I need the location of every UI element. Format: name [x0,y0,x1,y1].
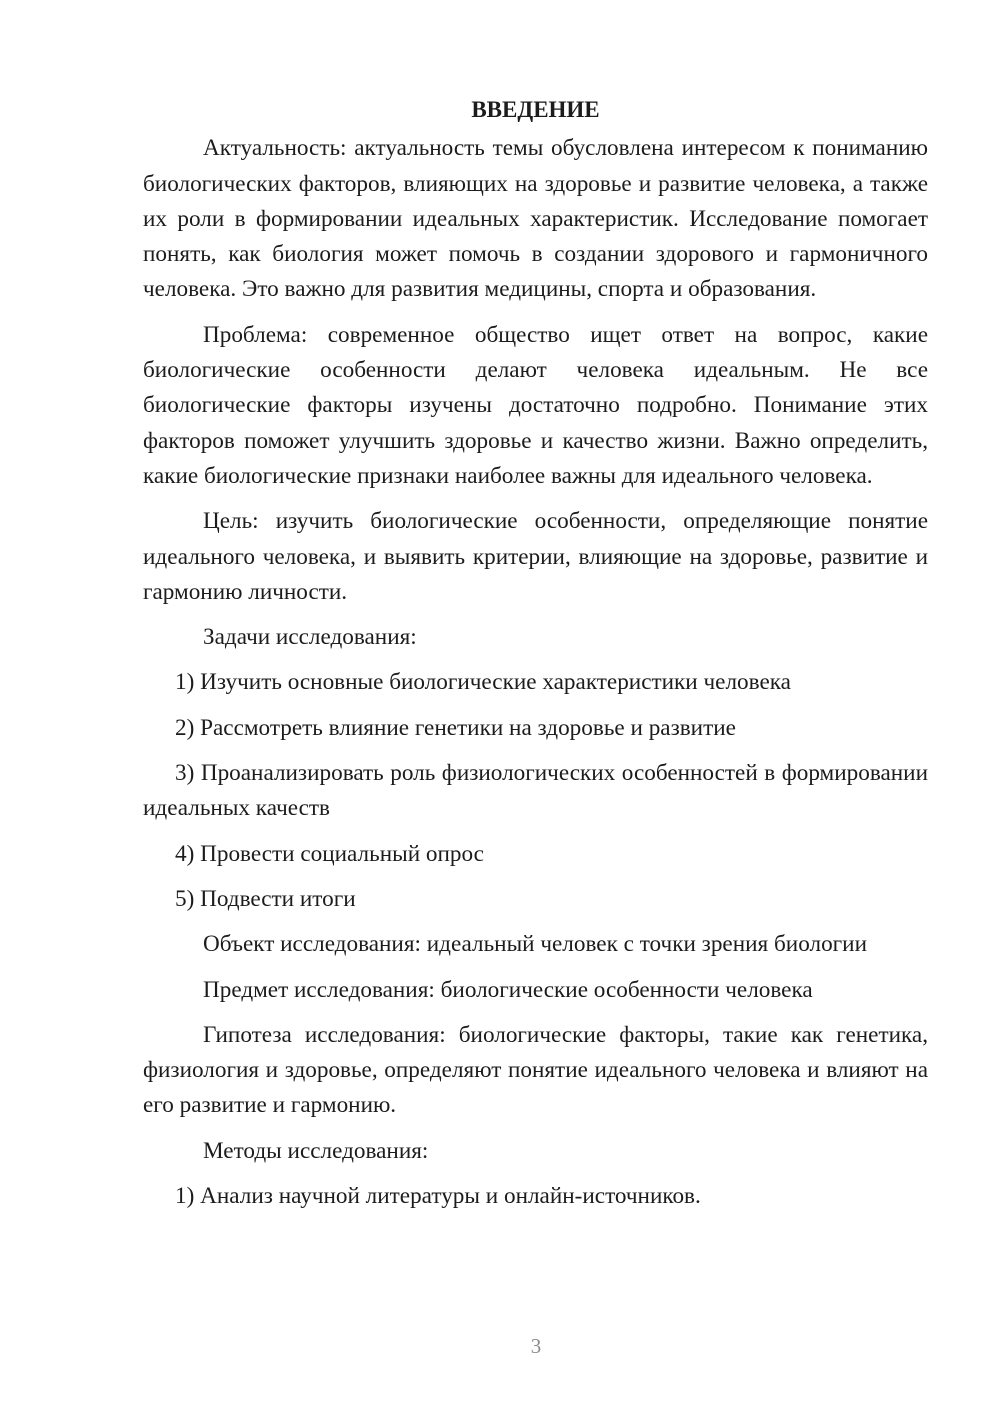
object-paragraph: Объект исследования: идеальный человек с точки зрения биологии [203,931,867,958]
task-item-1: 1) Изучить основные биологические характеристики человека [175,669,791,696]
section-title: ВВЕДЕНИЕ [471,97,600,122]
page-content [143,92,928,1224]
task-item-3: 3) Проанализировать роль физиологических особенностей в формировании идеальных качеств [143,760,928,822]
task-item-5: 5) Подвести итоги [175,885,356,912]
relevance-paragraph: Актуальность: актуальность темы обусловлена интересом к пониманию биологических факторов, влияющих на здоровье и развитие человека, а также их роли в формировании идеальных характеристик. Исследование помогает понять, как биология может помочь в создании здорового и гармоничного человека. Это важно для развития медицины, спорта и образования. [143,135,928,303]
tasks-heading: Задачи исследования: [203,624,417,651]
method-item-1: 1) Анализ научной литературы и онлайн-источников. [175,1183,701,1210]
hypothesis-paragraph: Гипотеза исследования: биологические факторы, такие как генетика, физиология и здоровье, определяют понятие идеального человека и влияют на его развитие и гармонию. [143,1021,928,1119]
page-number: 3 [530,1334,542,1358]
problem-paragraph: Проблема: современное общество ищет ответ на вопрос, какие биологические особенности делают человека идеальным. Не все биологические факторы изучены достаточно подробно. Понимание этих факторов поможет улучшить здоровье и качество жизни. Важно определить, какие биологические признаки наиболее важны для идеального человека. [143,321,928,489]
goal-paragraph: Цель: изучить биологические особенности, определяющие понятие идеального человека, и выявить критерии, влияющие на здоровье, развитие и гармонию личности. [143,508,928,605]
task-item-2: 2) Рассмотреть влияние генетики на здоровье и развитие [175,714,736,741]
subject-paragraph: Предмет исследования: биологические особенности человека [203,976,813,1003]
task-item-4: 4) Провести социальный опрос [175,840,484,867]
methods-heading: Методы исследования: [203,1137,429,1164]
